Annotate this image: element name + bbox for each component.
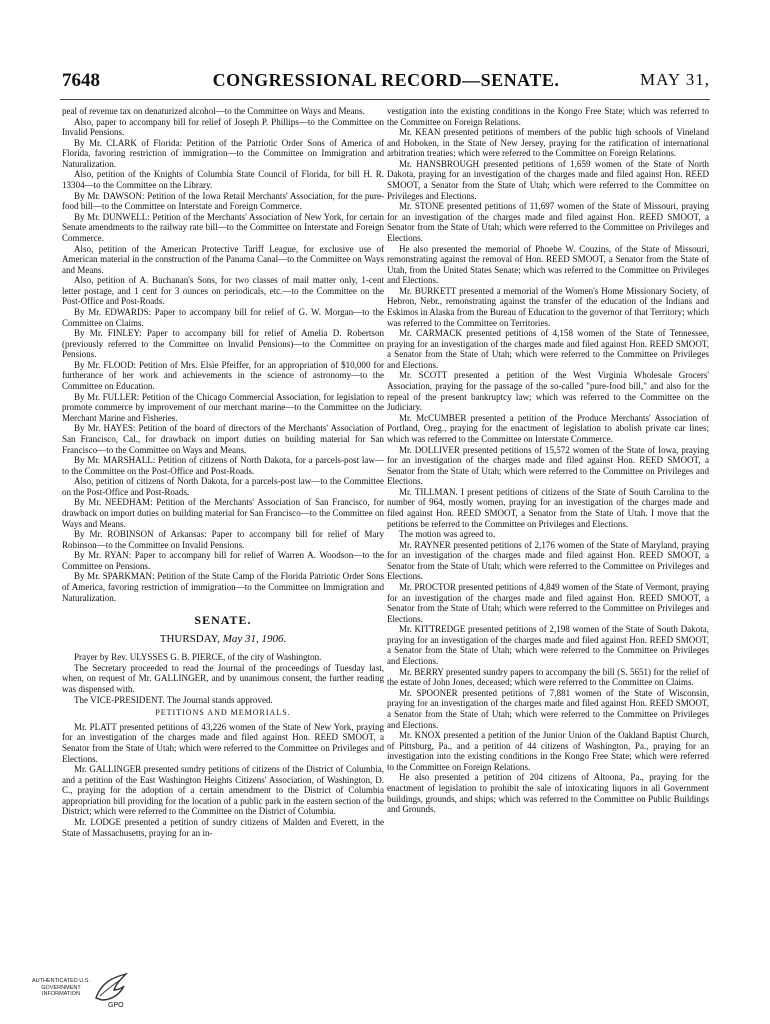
senate-date-italic: May 31, 1906. bbox=[222, 632, 287, 645]
left-column bbox=[62, 106, 384, 974]
petitions-heading: PETITIONS AND MEMORIALS. bbox=[155, 708, 291, 718]
paragraph: By Mr. DAWSON: Petition of the Iowa Retail Merchants' Association, for the pure-food bill—to the Committee on Interstate and Foreign Commerce. bbox=[62, 190, 384, 212]
paragraph: The VICE-PRESIDENT. The Journal stands approved. bbox=[74, 694, 273, 705]
paragraph: Mr. CARMACK presented petitions of 4,158 women of the State of Tennessee, praying for an investigation of the charges made and filed against Hon. REED SMOOT, a Senator from the State of Utah; which were referred to the Committee on Privileges and Elections. bbox=[387, 328, 709, 370]
paragraph: Mr. TILLMAN. I present petitions of citizens of the State of South Carolina to the number of 964, mostly women, praying for an investigation of the charges made and filed against Hon. REED SMOOT, a Senator from the State of Utah. I move that the petitions be referred to the Committee on Privileges and Elections. bbox=[387, 486, 709, 529]
paragraph: Also, petition of A. Buchanan's Sons, for two classes of mail matter only, 1-cent letter postage, and 1 cent for 3 ounces on periodicals, etc.—to the Committee on the Post-Office and Post-Roads. bbox=[62, 275, 384, 307]
paragraph: Mr. SCOTT presented a petition of the West Virginia Wholesale Grocers' Association, praying for the passage of the so-called "pure-food bill," and also for the repeal of the present bankruptcy law; which was referred to the Committee on the Judiciary. bbox=[387, 370, 709, 413]
paragraph: By Mr. EDWARDS: Paper to accompany bill for relief of G. W. Morgan—to the Committee on Claims. bbox=[62, 306, 384, 328]
publication-title: CONGRESSIONAL RECORD—SENATE. bbox=[212, 70, 560, 90]
senate-day: THURSDAY, bbox=[159, 632, 220, 645]
paragraph: Mr. PROCTOR presented petitions of 4,849 women of the State of Vermont, praying for an investigation of the charges made and filed against Hon. REED SMOOT, a Senator from the State of Utah; which were referred to the Committee on Privileges and Elections. bbox=[387, 582, 709, 624]
paragraph: By Mr. ROBINSON of Arkansas: Paper to accompany bill for relief of Mary Robinson—to the Committee on Invalid Pensions. bbox=[62, 529, 384, 550]
paragraph: Mr. PLATT presented petitions of 43,226 women of the State of New York, praying for an investigation of the charges made and filed against Hon. REED SMOOT, a Senator from the State of Utah; which were referred to the Committee on Privileges and Elections. bbox=[62, 721, 384, 764]
paragraph: Mr. KITTREDGE presented petitions of 2,198 women of the State of South Dakota, praying for an investigation of the charges made and filed against Hon. REED SMOOT, a Senator from the State of Utah; which were referred to the Committee on Privileges and Elections. bbox=[387, 624, 709, 667]
paragraph: By Mr. FULLER: Petition of the Chicago Commercial Association, for legislation to promote commerce by improvement of our merchant marine—to the Committee on the Merchant Marine and Fisheries. bbox=[62, 391, 384, 423]
paragraph: Mr. KEAN presented petitions of members of the public high schools of Vineland and Hoboken, in the State of New Jersey, praying for the ratification of international arbitration treaties; which were referred to the Committee on Foreign Relations. bbox=[387, 127, 709, 159]
paragraph: By Mr. NEEDHAM: Petition of the Merchants' Association of San Francisco, for drawback on import duties on building material for San Francisco—to the Committee on Ways and Means. bbox=[62, 497, 384, 529]
paragraph: Also, petition of the Knights of Columbia State Council of Florida, for bill H. R. 13304—to the Committee on the Library. bbox=[62, 169, 384, 191]
paragraph: By Mr. SPARKMAN: Petition of the State Camp of the Florida Patriotic Order Sons of America, favoring restriction of immigration—to the Committee on Immigration and Naturalization. bbox=[62, 571, 384, 603]
paragraph: He also presented the memorial of Phoebe W. Couzins, of the State of Missouri, remonstrating against the removal of Hon. REED SMOOT, a Senator from the State of Utah, from the United States Senate; which was referred to the Committee on Privileges and Elections. bbox=[387, 243, 709, 286]
paragraph: Mr. LODGE presented a petition of sundry citizens of Malden and Everett, in the State of Massachusetts, praying for an in- bbox=[62, 817, 384, 838]
left-mid-paragraphs bbox=[62, 652, 384, 705]
page-header bbox=[62, 70, 710, 98]
paragraph: Also, paper to accompany bill for relief of Joseph P. Phillips—to the Committee on Invalid Pensions. bbox=[62, 116, 384, 138]
paragraph: Mr. DOLLIVER presented petitions of 15,572 women of the State of Iowa, praying for an investigation of the charges made and filed against Hon. REED SMOOT, a Senator from the State of Utah; which were referred to the Committee on Privileges and Elections. bbox=[387, 444, 709, 487]
paragraph: Mr. KNOX presented a petition of the Junior Union of the Oakland Baptist Church, of Pittsburg, Pa., and a petition of 44 citizens of Washington, Pa., praying for an investigation into the existing conditions in the Kongo Free State; which were referred to the Committee on Foreign Relations. bbox=[387, 730, 709, 772]
paragraph: By Mr. MARSHALL: Petition of citizens of North Dakota, for a parcels-post law—to the Committee on the Post-Office and Post-Roads. bbox=[62, 455, 384, 476]
stamp-text: AUTHENTICATED U.S. GOVERNMENT INFORMATION bbox=[32, 978, 90, 997]
paragraph: By Mr. FINLEY: Paper to accompany bill for relief of Amelia D. Robertson (previously referred to the Committee on Invalid Pensions)—to the Committee on Pensions. bbox=[62, 328, 384, 360]
right-column bbox=[387, 106, 709, 974]
senate-heading: SENATE. bbox=[194, 613, 252, 628]
paragraph: The Secretary proceeded to read the Journal of the proceedings of Tuesday last, when, on request of Mr. GALLINGER, and by unanimous consent, the further reading was dispensed with. bbox=[62, 662, 384, 695]
right-paragraphs bbox=[387, 106, 709, 815]
paragraph: peal of revenue tax on denaturized alcohol—to the Committee on Ways and Means. bbox=[62, 106, 365, 116]
gpo-label: GPO bbox=[108, 1002, 124, 1009]
paragraph: By Mr. HAYES: Petition of the board of directors of the Merchants' Association of San Francisco, Cal., for drawback on import duties on building material for San Francisco—to the Committee on Ways and Means. bbox=[62, 423, 384, 455]
paragraph: Also, petition of citizens of North Dakota, for a parcels-post law—to the Committee on the Post-Office and Post-Roads. bbox=[62, 476, 384, 497]
paragraph: Mr. SPOONER presented petitions of 7,881 women of the State of Wisconsin, praying for an investigation of the charges made and filed against Hon. REED SMOOT, a Senator from the State of Utah; which were referred to the Committee on Privileges and Elections. bbox=[387, 687, 709, 730]
paragraph: Mr. GALLINGER presented sundry petitions of citizens of the District of Columbia, and a petition of the East Washington Heights Citizens' Association, of Washington, D. C., praying for the adoption of a certain amendment to the District of Columbia appropriation bill providing for the location of a public park in the eastern section of the District; which were referred to the Committee on the District of Columbia. bbox=[62, 764, 384, 817]
header-date: MAY 31, bbox=[640, 70, 710, 89]
page-number: 7648 bbox=[62, 70, 100, 91]
left-bottom-paragraphs bbox=[62, 722, 384, 838]
paragraph: The motion was agreed to. bbox=[399, 529, 496, 540]
header-rule bbox=[60, 99, 710, 100]
paragraph: By Mr. CLARK of Florida: Petition of the Patriotic Order Sons of America of Florida, favoring restriction of immigration—to the Committee on Immigration and Naturalization. bbox=[62, 137, 384, 169]
paragraph: Mr. BERRY presented sundry papers to accompany the bill (S. 5651) for the relief of the estate of John Jones, deceased; which were referred to the Committee on Claims. bbox=[387, 666, 709, 688]
paragraph: Mr. HANSBROUGH presented petitions of 1,659 women of the State of North Dakota, praying for an investigation of the charges made and filed against Hon. REED SMOOT, a Senator from the State of Utah; which were referred to the Committee on Privileges and Elections. bbox=[387, 158, 709, 201]
paragraph: Also, petition of the American Protective Tariff League, for exclusive use of American material in the construction of the Panama Canal—to the Committee on Ways and Means. bbox=[62, 243, 384, 275]
paragraph: Prayer by Rev. ULYSSES G. B. PIERCE, of the city of Washington. bbox=[74, 652, 322, 663]
left-top-paragraphs bbox=[62, 106, 384, 603]
paragraph: By Mr. DUNWELL: Petition of the Merchants' Association of New York, for certain Senate amendments to the railway rate bill—to the Committee on Interstate and Foreign Commerce. bbox=[62, 211, 384, 243]
paragraph: Mr. McCUMBER presented a petition of the Produce Merchants' Association of Portland, Oreg., praying for the enactment of legislation to abolish private car lines; which was referred to the Committee on Interstate Commerce. bbox=[387, 412, 709, 444]
paragraph: He also presented a petition of 204 citizens of Altoona, Pa., praying for the enactment of legislation to prohibit the sale of intoxicating liquors in all Government buildings, grounds, and ships; which was referred to the Committee on Public Buildings and Grounds. bbox=[387, 772, 709, 815]
paragraph: Mr. RAYNER presented petitions of 2,176 women of the State of Maryland, praying for an investigation of the charges made and filed against Hon. REED SMOOT, a Senator from the State of Utah; which were referred to the Committee on Privileges and Elections. bbox=[387, 539, 709, 582]
paragraph: By Mr. RYAN: Paper to accompany bill for relief of Warren A. Woodson—to the Committee on Pensions. bbox=[62, 550, 384, 571]
senate-date bbox=[62, 634, 384, 645]
paragraph: By Mr. FLOOD: Petition of Mrs. Elsie Pfeiffer, for an appropriation of $10,000 for furtherance of her work and achievements in the science of astronomy—to the Committee on Education. bbox=[62, 359, 384, 392]
paragraph: Mr. STONE presented petitions of 11,697 women of the State of Missouri, praying for an investigation of the charges made and filed against Hon. REED SMOOT, a Senator from the State of Utah; which were referred to the Committee on Privileges and Elections. bbox=[387, 201, 709, 243]
authentication-stamp bbox=[30, 970, 130, 1014]
paragraph: Mr. BURKETT presented a memorial of the Women's Home Missionary Society, of Hebron, Nebr., remonstrating against the transfer of the education of the Indians and Eskimos in Alaska from the Bureau of Education to the governor of that Territory; which was referred to the Committee on Territories. bbox=[387, 285, 709, 328]
paragraph: vestigation into the existing conditions in the Kongo Free State; which was referred to the Committee on Foreign Relations. bbox=[387, 106, 709, 127]
